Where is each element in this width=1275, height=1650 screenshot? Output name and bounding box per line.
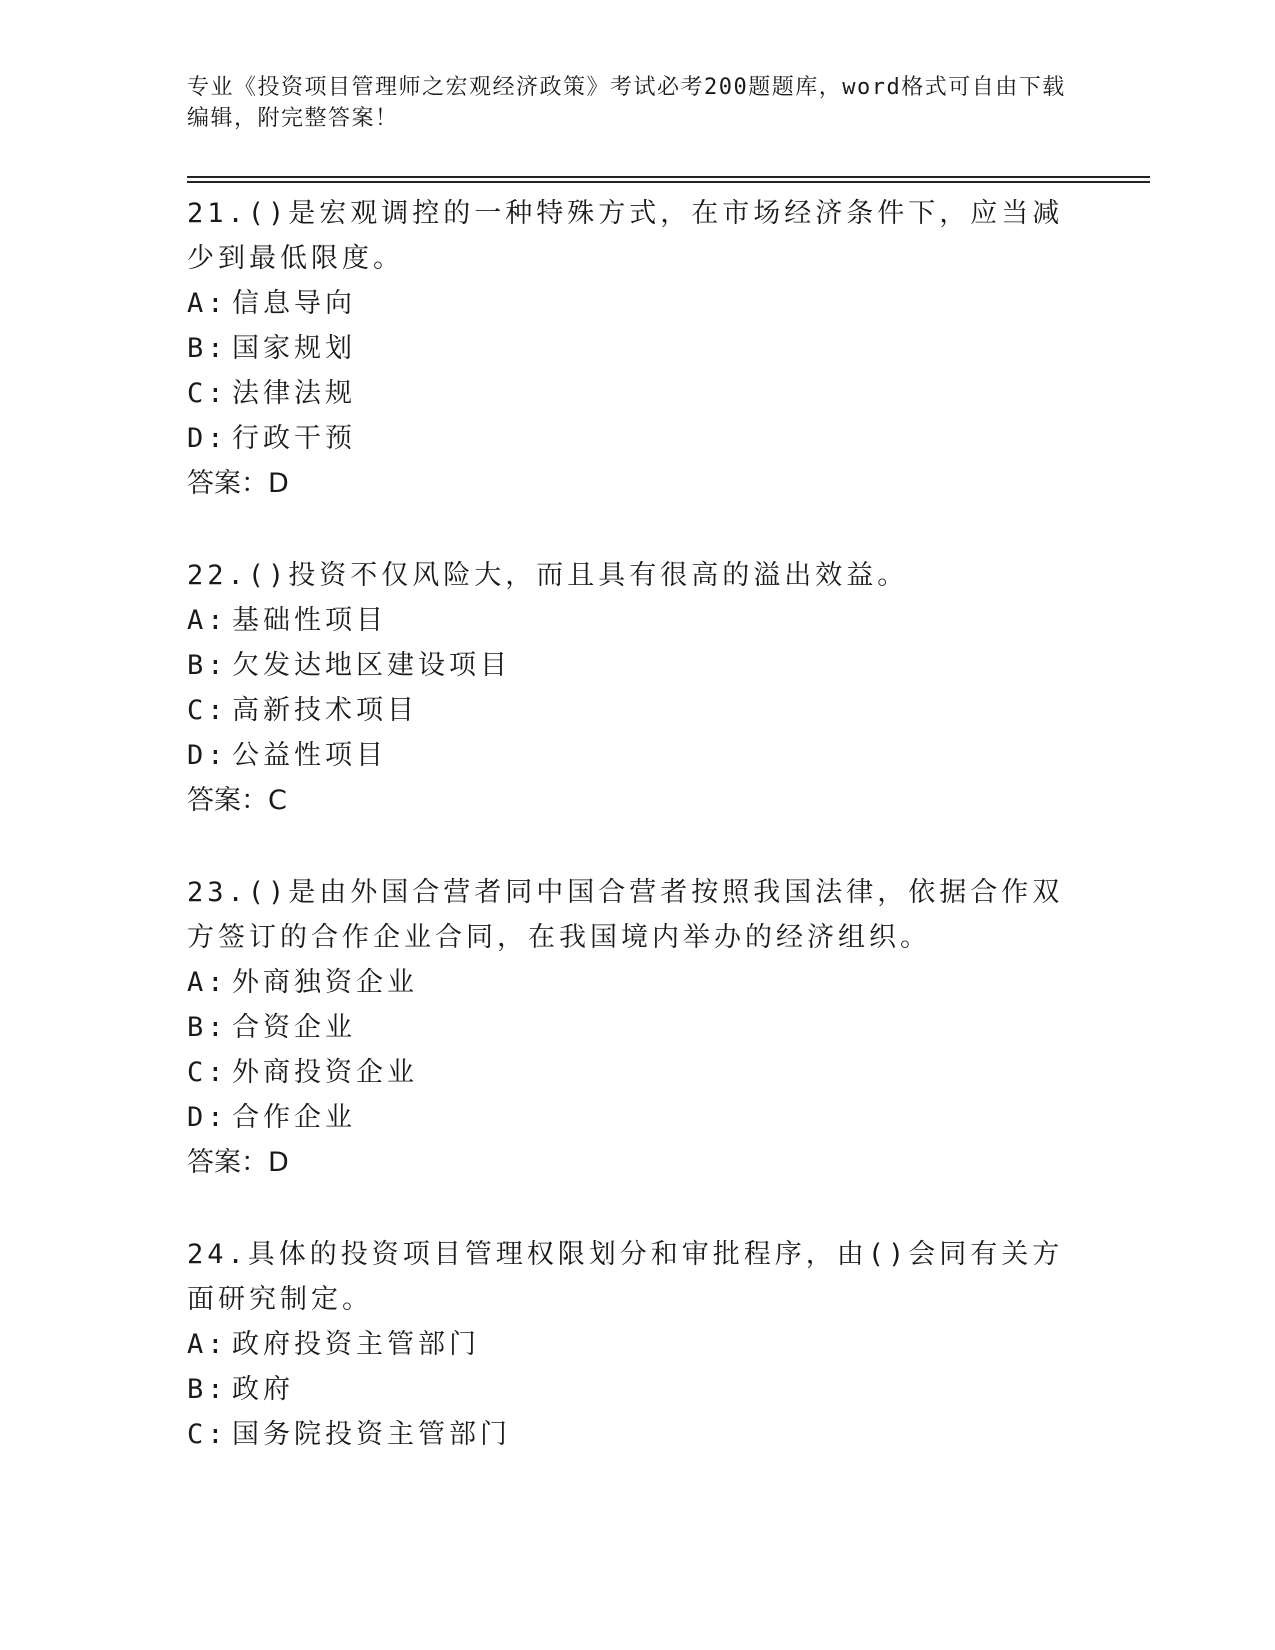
question-24 [187, 1232, 1077, 1457]
option-label: 信息导向 [232, 288, 356, 319]
option-label: 合作企业 [232, 1102, 356, 1133]
option-key: C: [187, 1419, 228, 1450]
option-label: 国务院投资主管部门 [232, 1419, 511, 1450]
option-b [187, 643, 1077, 688]
option-key: A: [187, 288, 228, 319]
option-c [187, 1412, 1077, 1457]
option-label: 欠发达地区建设项目 [232, 650, 511, 681]
option-a [187, 598, 1077, 643]
option-d [187, 733, 1077, 778]
option-key: B: [187, 333, 228, 364]
option-label: 行政干预 [232, 423, 356, 454]
option-c [187, 1050, 1077, 1095]
option-label: 合资企业 [232, 1012, 356, 1043]
option-key: A: [187, 605, 228, 636]
option-key: A: [187, 1329, 228, 1360]
option-key: B: [187, 1374, 228, 1405]
header-rule-top [187, 176, 1150, 178]
option-key: A: [187, 967, 228, 998]
option-key: D: [187, 740, 228, 771]
option-key: C: [187, 695, 228, 726]
option-key: B: [187, 1012, 228, 1043]
question-text: 22.()投资不仅风险大，而且具有很高的溢出效益。 [187, 560, 909, 591]
question-list [187, 191, 1077, 1504]
option-label: 高新技术项目 [232, 695, 418, 726]
option-key: D: [187, 423, 228, 454]
question-text: 23.()是由外国合营者同中国合营者按照我国法律，依据合作双方签订的合作企业合同，在我国境内举办的经济组织。 [187, 877, 1064, 953]
option-label: 政府 [232, 1374, 294, 1405]
option-b [187, 1367, 1077, 1412]
answer-line: 答案：D [187, 468, 289, 499]
option-d [187, 1095, 1077, 1140]
option-label: 外商独资企业 [232, 967, 418, 998]
option-c [187, 371, 1077, 416]
option-label: 外商投资企业 [232, 1057, 418, 1088]
header-rule-bottom [187, 181, 1150, 183]
question-22 [187, 553, 1077, 823]
option-a [187, 281, 1077, 326]
option-label: 国家规划 [232, 333, 356, 364]
option-d [187, 416, 1077, 461]
option-label: 政府投资主管部门 [232, 1329, 480, 1360]
option-label: 法律法规 [232, 378, 356, 409]
question-text: 21.()是宏观调控的一种特殊方式，在市场经济条件下，应当减少到最低限度。 [187, 198, 1064, 274]
option-b [187, 1005, 1077, 1050]
question-21 [187, 191, 1077, 506]
option-label: 公益性项目 [232, 740, 387, 771]
question-text: 24.具体的投资项目管理权限划分和审批程序，由()会同有关方面研究制定。 [187, 1239, 1064, 1315]
option-a [187, 1322, 1077, 1367]
option-key: C: [187, 1057, 228, 1088]
option-key: B: [187, 650, 228, 681]
option-label: 基础性项目 [232, 605, 387, 636]
option-c [187, 688, 1077, 733]
option-key: D: [187, 1102, 228, 1133]
option-key: C: [187, 378, 228, 409]
answer-line: 答案：D [187, 1147, 289, 1178]
question-23 [187, 870, 1077, 1185]
answer-line: 答案：C [187, 785, 287, 816]
option-a [187, 960, 1077, 1005]
option-b [187, 326, 1077, 371]
document-header: 专业《投资项目管理师之宏观经济政策》考试必考200题题库，word格式可自由下载编辑，附完整答案！ [187, 75, 1066, 131]
